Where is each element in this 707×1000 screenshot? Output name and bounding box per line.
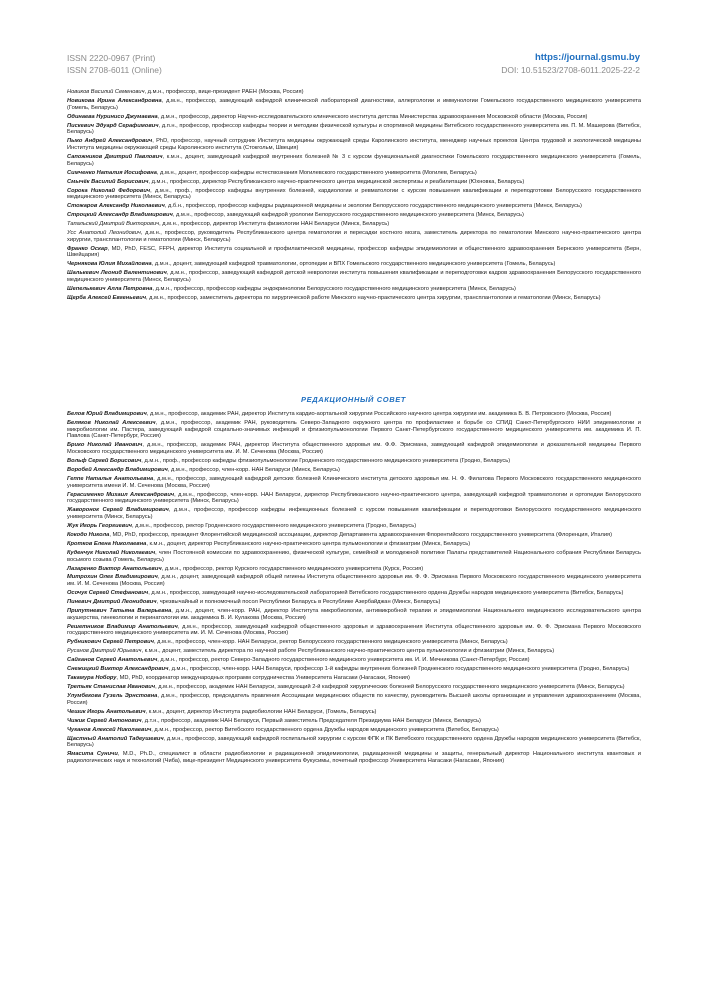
member-name: Шалькевич Леонид Валентинович [67, 270, 167, 277]
member-affiliation: , к.м.н., доцент, директор Республиканского научно-практического центра пульмонологии и фтизиатрии (Минск, Беларусь) [146, 540, 471, 547]
member-entry [67, 442, 641, 456]
member-affiliation: , д.м.н., профессор, директор Республиканского научно-практического центра медицинской экспертизы и реабилитации (Юхновка, Беларусь) [148, 178, 525, 185]
editorial-board-list [67, 89, 641, 304]
member-entry [67, 718, 641, 725]
member-entry [67, 230, 641, 244]
member-entry [67, 675, 641, 682]
member-affiliation: , д.м.н., профессор, профессор кафедры эндокринологии Белорусского государственного медицинского университета (Минск, Беларусь) [152, 286, 516, 292]
member-name: Рубникович Сергей Петрович [67, 639, 154, 646]
member-entry [67, 599, 641, 606]
member-affiliation: , д.м.н., профессор, директор Института физиологии НАН Беларуси (Минск, Беларусь) [159, 221, 390, 228]
member-affiliation: , д.м.н., профессор, заведующий кафедрой урологии Белорусского государственного медицинского университета (Минск, Беларусь) [172, 212, 524, 219]
member-name: Усс Анатолий Леонидович [67, 230, 141, 236]
member-affiliation: , д.м.н., проф., профессор кафедры внутренних болезней, кардиологии и ревматологии с курсом повышения квалификации и переподготовки Белорусского государственного медицинского университета (Минск, Беларусь) [67, 187, 642, 201]
journal-url-link[interactable]: https://journal.gsmu.by [534, 52, 640, 63]
member-entry [67, 727, 641, 734]
member-entry [67, 574, 641, 588]
issn-block [67, 52, 162, 76]
member-name: Решетников Владимир Анатольевич [67, 623, 178, 630]
member-affiliation: , д.м.н., доцент, заведующий кафедрой травматологии, ортопедии и ВПХ Гомельского государственного медицинского университета (Гомель, Беларусь) [151, 261, 556, 268]
member-name: Шепелькевич Алла Петровна [67, 286, 153, 292]
member-name: Жаворонок Сергей Владимирович [67, 507, 169, 514]
member-name: Симченко Наталия Иосифовна [67, 169, 157, 176]
member-name: Пискевич Эдуард Серафимович [67, 122, 159, 129]
member-affiliation: , к.м.н., доцент, заместитель директора по научной работе Республиканского научно-практического центра пульмонологии и фтизиатрии (Минск, Беларусь) [141, 648, 555, 655]
journal-links [501, 52, 640, 76]
member-affiliation: , PhD, профессор, научный сотрудник Института медицины окружающей среды Каролинского института, менеджер научных проектов Центра трудовой и экологической медицины Института медицины окружающей среды Каролинского института (Стокгольм, Швеция) [67, 138, 642, 151]
member-entry [67, 751, 641, 765]
member-entry [67, 411, 641, 418]
member-entry [67, 188, 641, 202]
member-affiliation: , д.м.н., доцент, заведующий кафедрой общей гигиены Института общественного здоровья им. Ф. Ф. Эрисмана Первого Московского государственного медицинского университета им. И. М. Сеченова (Москва, Россия) [67, 574, 641, 588]
member-affiliation: , к.м.н., доцент, заведующий кафедрой внутренних болезней № 3 с курсом функциональной диагностики Гомельского государственного медицинского университета (Гомель, Беларусь) [67, 153, 641, 167]
member-name: Геппе Наталья Анатольевна [67, 475, 154, 482]
member-name: Смычёк Василий Борисович [67, 178, 149, 185]
member-affiliation: , д.м.н., профессор, член-корр. НАН Беларуси, директор Республиканского научно-практического центра, заведующий кафедрой травматологии и ортопедии Белорусского государственного медицинского университета (Минск, Беларусь) [67, 491, 641, 505]
member-affiliation: , д.м.н., профессор, заведующий кафедрой клинической лабораторной диагностики, аллергологии и иммунологии Гомельского государственного медицинского университета (Гомель, Беларусь) [67, 97, 641, 111]
member-entry [67, 261, 641, 268]
member-entry [67, 736, 641, 750]
member-affiliation: , д.м.н., профессор, академик РАН, руководитель Северо-Западного окружного центра по профилактике и борьбе со СПИД Санкт-Петербургского НИИ эпидемиологии и микробиологии им. Пастера, заведующий кафедрой социально-значимых инфекций и фтизиопульмонологии Первого Санкт-Петербургского государственного медицинского университета им. академика И. П. Павлова (Санкт-Петербург, Россия) [67, 419, 641, 440]
member-name: Куденчук Николай Николаевич [67, 549, 156, 556]
member-name: Тапальский Дмитрий Викторович [67, 221, 160, 228]
member-affiliation: , д.м.н., профессор, заведующий кафедрой общественного здоровья и здравоохранения Института общественного здоровья им. Ф. Ф. Эрисмана Первого Московского государственного медицинского университета им. И. М. Сеченова (Москва, Россия) [67, 623, 641, 637]
member-name: Осочук Сергей Стефанович [67, 590, 149, 597]
issn-online: ISSN 2708-6011 (Online) [67, 65, 162, 75]
member-name: Пыко Андрей Александрович [67, 138, 153, 145]
member-name: Щастный Анатолий Тадеушевич [67, 735, 164, 742]
member-affiliation: , чрезвычайный и полномочный посол Республики Беларусь в Республике Азербайджан (Минск, Беларусь) [156, 599, 441, 606]
member-entry [67, 246, 641, 260]
member-entry [67, 550, 641, 564]
member-entry [67, 492, 641, 506]
member-affiliation: , д.м.н., профессор, академик РАН, директор Института кардио-аортальной хирургии Российского научного центра хирургии им. академика Б. В. Петровского (Москва, Россия) [146, 411, 612, 417]
member-affiliation: , д.м.н., доцент, член-корр. РАН, директор Института микробиологии, антимикробной терапии и эпидемиологии Национального медицинского исследовательского центра акушерства, гинекологии и перинатологии им. академика В. И. Кулакова (Москва, Россия) [67, 608, 641, 621]
member-affiliation: , д.м.н., профессор, член-корр. НАН Беларуси (Минск, Беларусь) [167, 467, 340, 473]
member-name: Припутневич Татьяна Валерьевна [67, 608, 172, 614]
member-entry [67, 154, 641, 168]
member-name: Сайганов Сергей Анатольевич [67, 657, 158, 664]
member-entry [67, 590, 641, 597]
member-entry [67, 212, 641, 219]
member-affiliation: , д.м.н., профессор, вице-президент РАЕН (Москва, Россия) [144, 89, 304, 95]
member-name: Чижик Сергей Антонович [67, 717, 142, 724]
member-name: Лазаренко Виктор Анатольевич [67, 565, 162, 572]
member-name: Такамура Нобору [67, 675, 117, 682]
member-name: Русанов Дмитрий Юрьевич [67, 648, 142, 655]
member-name: Пиневич Дмитрий Леонидович [67, 599, 157, 606]
doi-text: DOI: 10.51523/2708-6011.2025-22-2 [501, 65, 640, 75]
member-name: Кротков Елена Николаевна [67, 540, 147, 547]
member-name: Одинаева Нуринисо Джумаевна [67, 113, 158, 120]
member-name: Франко Оскар [67, 245, 108, 252]
member-entry [67, 286, 641, 293]
member-name: Брико Николай Иванович [67, 442, 143, 449]
editorial-council-list [67, 411, 641, 767]
member-name: Воробей Александр Владимирович [67, 467, 168, 473]
member-name: Новиков Василий Семенович [67, 89, 145, 95]
member-entry [67, 507, 641, 521]
member-entry [67, 693, 641, 707]
member-entry [67, 608, 641, 622]
member-affiliation: , д.м.н., профессор, ректор Витебского государственного ордена Дружбы народов медицинского университета (Витебск, Беларусь) [151, 726, 499, 733]
member-name: Снежицкий Виктор Александрович [67, 666, 169, 673]
member-affiliation: , д.м.н., профессор, член-корр. НАН Беларуси, профессор 1-й кафедры внутренних болезней Гродненского государственного медицинского университета (Гродно, Беларусь) [168, 666, 630, 673]
member-entry [67, 89, 641, 96]
member-affiliation: , д.м.н., профессор, руководитель Республиканского центра гематологии и пересадки костного мозга, заместитель директора по гематологии Минского научно-практического центра хирургии, трансплантологии и гематологии (Минск, Беларусь) [67, 230, 641, 243]
member-name: Сапожников Дмитрий Павлович [67, 153, 163, 160]
member-affiliation: , д.м.н., профессор, председатель правления Ассоциации медицинских обществ по качеству, руководитель Высшей школы организации и управления здравоохранением (Москва, Россия) [67, 693, 641, 706]
member-name: Митрохин Олег Владимирович [67, 574, 158, 581]
member-affiliation: , M.D., Ph.D., специалист в области радиобиологии и радиационной эпидемиологии, радиационной медицины и защиты, генеральный директор Национального института квантовых и радиологических наук и технологий (Чиба), вице-президент Медицинского университета Фукусимы, почетный профессор Университета Нагасаки (Нагасаки, Япония) [67, 751, 641, 764]
member-name: Беляков Николай Алексеевич [67, 419, 156, 426]
member-affiliation: , д.м.н., профессор, заведующий кафедрой госпитальной хирургии с курсом ФПК и ПК Витебского государственного ордена Дружбы народов медицинского университета (Витебск, Беларусь) [67, 735, 641, 749]
member-affiliation: , д.м.н., профессор, ректор Курского государственного медицинского университета (Курск, Россия) [161, 565, 424, 572]
member-entry [67, 624, 641, 638]
member-affiliation: , член Постоянной комиссии по здравоохранению, физической культуре, семейной и молодежной политике Палаты представителей Национального собрания Республики Беларусь восьмого созыва (Гомель, Беларусь) [67, 549, 641, 563]
member-entry [67, 179, 641, 186]
member-entry [67, 666, 641, 673]
member-entry [67, 203, 641, 210]
member-affiliation: , д.м.н., профессор, заместитель директора по хирургической работе Минского научно-практического центра хирургии, трансплантологии и гематологии (Минск, Беларусь) [146, 294, 601, 301]
member-entry [67, 566, 641, 573]
member-entry [67, 458, 641, 465]
member-affiliation: , д.б.н., профессор, профессор кафедры радиационной медицины и экологии Белорусского государственного медицинского университета (Минск, Беларусь) [164, 203, 582, 210]
member-entry [67, 639, 641, 646]
member-affiliation: , д.м.н., профессор, академик РАН, директор Института общественного здоровья им. Ф.Ф. Эрисмана, заведующий кафедрой эпидемиологии и доказательной медицины Первого Московского государственного медицинского университета им. И. М. Сеченова (Москва, Россия) [67, 442, 641, 456]
member-name: Кокодо Никола [67, 531, 110, 538]
member-name: Ямасита Суничи [67, 751, 118, 758]
member-affiliation: , д.м.н., профессор, член-корр. НАН Беларуси, ректор Белорусского государственного медицинского университета (Минск, Беларусь) [153, 639, 508, 646]
member-affiliation: , д.п.н., профессор, профессор кафедры теории и методики физической культуры и спортивной медицины Витебского государственного университета им. П. М. Машерова (Витебск, Беларусь) [67, 122, 641, 136]
member-name: Стожаров Александр Николаевич [67, 203, 165, 210]
member-entry [67, 709, 641, 716]
member-affiliation: , д.м.н., профессор, ректор Гродненского государственного медицинского университета (Гродно, Беларусь) [132, 523, 417, 529]
member-affiliation: , д.м.н., профессор, заведующий научно-исследовательской лабораторией Витебского государственного ордена Дружбы народов медицинского университета (Витебск, Беларусь) [148, 590, 624, 597]
member-name: Новикова Ирина Александровна [67, 97, 162, 104]
member-entry [67, 420, 641, 440]
member-affiliation: , д.т.н., профессор, академик НАН Беларуси, Первый заместитель Председателя Президиума НАН Беларуси (Минск, Беларусь) [141, 717, 481, 724]
member-entry [67, 270, 641, 284]
member-affiliation: , д.м.н., профессор, ректор Северо-Западного государственного медицинского университета им. И. И. Мечникова (Санкт-Петербург, Россия) [157, 657, 530, 664]
member-entry [67, 532, 641, 539]
member-entry [67, 295, 641, 302]
member-name: Белов Юрий Владимирович [67, 411, 147, 417]
issn-print: ISSN 2220-0967 (Print) [67, 53, 156, 63]
member-name: Вольф Сергей Борисович [67, 458, 142, 465]
member-entry [67, 657, 641, 664]
member-affiliation: , д.м.н., доцент, профессор кафедры естествознания Могилевского государственного университета (Могилев, Беларусь) [156, 169, 477, 176]
member-entry [67, 476, 641, 490]
member-name: Строцкий Александр Владимирович [67, 212, 173, 219]
member-entry [67, 170, 641, 177]
member-entry [67, 684, 641, 691]
member-name: Щерба Алексей Евгеньевич [67, 294, 147, 301]
member-affiliation: , к.м.н., доцент, директор Института радиобиологии НАН Беларуси, (Гомель, Беларусь) [145, 708, 377, 715]
member-name: Улумбекова Гузель Эрнстовна [67, 693, 158, 699]
member-name: Третьяк Станислав Иванович [67, 684, 156, 691]
member-affiliation: , д.м.н., профессор, заведующий кафедрой детской неврологии института повышения квалификации и переподготовки кадров здравоохранения Белорусского государственного медицинского университета (Минск, Беларусь) [67, 270, 641, 284]
member-entry [67, 123, 641, 137]
member-name: Чуканов Алексей Николаевич [67, 726, 152, 733]
member-affiliation: , д.м.н., профессор, директор Научно-исследовательского клинического института детства Министерства здравоохранения Московской области (Москва, Россия) [157, 113, 588, 120]
member-affiliation: , MD, PhD, координатор международных программ сотрудничества Университета Нагасаки (Нагасаки, Япония) [116, 675, 410, 682]
member-entry [67, 467, 641, 474]
member-affiliation: , д.м.н., проф., профессор кафедры фтизиопульмонологии Гродненского государственного медицинского университета (Гродно, Беларусь) [141, 458, 511, 465]
member-affiliation: , MD, PhD, профессор, президент Флорентийской медицинской ассоциации, директор Департамента здравоохранения Флорентийского государственного университета (Флоренция, Италия) [109, 531, 612, 538]
member-entry [67, 523, 641, 530]
member-affiliation: , MD, PhD, FESC, FFPH, директор Института социальной и профилактической медицины, профессор кафедры эпидемиологии и общественного здравоохранения Бернского университета (Берн, Швейцария) [67, 245, 641, 259]
member-entry [67, 648, 641, 655]
member-entry [67, 541, 641, 548]
member-entry [67, 114, 641, 121]
member-name: Чернякова Юлия Михайловна [67, 261, 152, 268]
member-name: Герасименко Михаил Александрович [67, 491, 175, 498]
member-affiliation: , д.м.н., профессор, академик НАН Беларуси, заведующий 2-й кафедрой хирургических болезней Белорусского государственного медицинского университета (Минск, Беларусь) [155, 684, 625, 691]
member-name: Чешик Игорь Анатольевич [67, 708, 146, 715]
editorial-council-heading: РЕДАКЦИОННЫЙ СОВЕТ [300, 395, 406, 404]
member-name: Сорока Николай Федорович [67, 187, 151, 194]
member-affiliation: , д.м.н., профессор, профессор кафедры инфекционных болезней с курсом повышения квалификации и переподготовки Белорусского государственного медицинского университета (Минск, Беларусь) [67, 507, 641, 521]
member-entry [67, 221, 641, 228]
member-entry [67, 98, 641, 112]
member-name: Жук Игорь Георгиевич [67, 523, 132, 529]
member-affiliation: , д.м.н., профессор, заведующий кафедрой детских болезней Клинического института детского здоровья им. Н. Ф. Филатова Первого Московского государственного медицинского университета имени И. М. Сеченова (Москва, Россия) [67, 475, 641, 489]
member-entry [67, 138, 641, 152]
